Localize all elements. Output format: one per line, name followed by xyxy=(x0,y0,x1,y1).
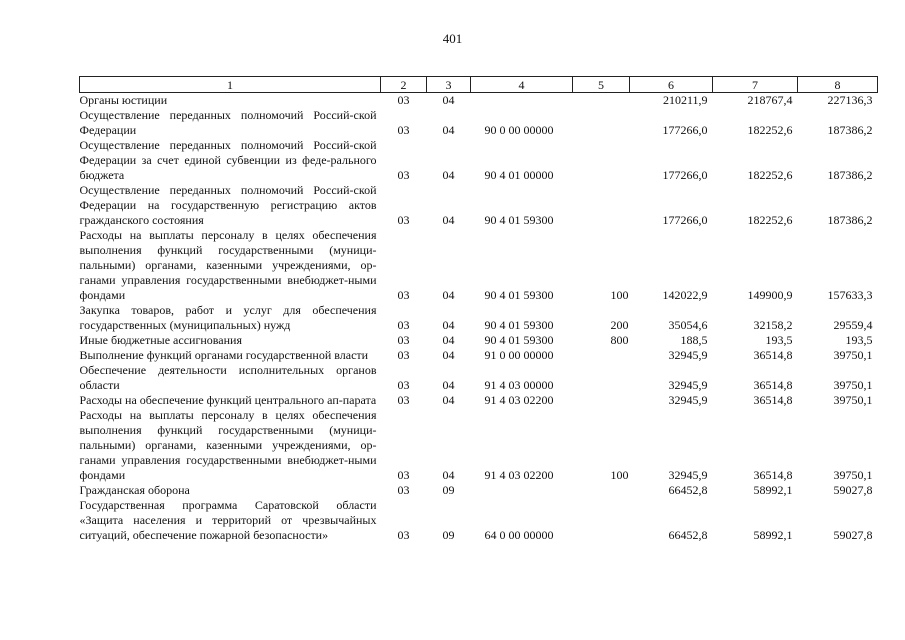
row-expense-type xyxy=(573,108,630,138)
row-expense-type: 100 xyxy=(610,288,629,302)
row-name: Осуществление переданных полномочий Россий-ской Федерации xyxy=(79,108,377,137)
row-amount-3: 39750,1 xyxy=(833,378,873,392)
row-name: Обеспечение деятельности исполнительных органов области xyxy=(79,363,377,392)
table-row xyxy=(80,348,878,363)
table-row xyxy=(80,183,878,228)
row-expense-type xyxy=(573,138,630,183)
row-amount-3: 59027,8 xyxy=(833,528,873,542)
budget-table xyxy=(79,76,878,543)
row-name: Расходы на выплаты персоналу в целях обеспечения выполнения функций государственными (муници-пальными) органами, казенными учреждениями, ор-ганами управления государственными внебюджет-ными фондами xyxy=(79,408,377,482)
row-name: Государственная программа Саратовской области «Защита населения и территорий от чрезвычайных ситуаций, обеспечение пожарной безопасности» xyxy=(79,498,377,542)
row-amount-1: 177266,0 xyxy=(662,213,708,227)
row-name: Расходы на выплаты персоналу в целях обеспечения выполнения функций государственными (муници-пальными) органами, казенными учреждениями, ор-ганами управления государственными внебюджет-ными фондами xyxy=(79,228,377,302)
row-amount-2: 36514,8 xyxy=(753,393,793,407)
col-header-6: 6 xyxy=(630,77,713,93)
row-section: 03 xyxy=(397,393,410,407)
row-amount-1: 66452,8 xyxy=(668,483,708,497)
row-amount-2: 182252,6 xyxy=(747,123,793,137)
row-amount-2: 182252,6 xyxy=(747,168,793,182)
row-subsection: 04 xyxy=(442,333,455,347)
row-expense-type xyxy=(573,93,630,109)
row-expense-type xyxy=(573,183,630,228)
row-section: 03 xyxy=(397,213,410,227)
row-expense-type xyxy=(573,363,630,393)
row-target-article: 91 4 03 02200 xyxy=(484,468,554,482)
row-subsection: 09 xyxy=(442,483,455,497)
col-header-4: 4 xyxy=(471,77,573,93)
row-amount-1: 142022,9 xyxy=(662,288,708,302)
row-subsection: 04 xyxy=(442,213,455,227)
row-name: Закупка товаров, работ и услуг для обеспечения государственных (муниципальных) нужд xyxy=(79,303,377,332)
table-row xyxy=(80,363,878,393)
table-row xyxy=(80,408,878,483)
row-subsection: 04 xyxy=(442,93,455,107)
col-header-2: 2 xyxy=(381,77,427,93)
table-row xyxy=(80,108,878,138)
row-amount-2: 32158,2 xyxy=(753,318,793,332)
row-subsection: 04 xyxy=(442,468,455,482)
page-number: 401 xyxy=(442,31,463,46)
row-section: 03 xyxy=(397,528,410,542)
col-header-3: 3 xyxy=(427,77,471,93)
row-name: Осуществление переданных полномочий Россий-ской Федерации за счет единой субвенции из феде-рального бюджета xyxy=(79,138,377,182)
table-row xyxy=(80,228,878,303)
row-expense-type: 800 xyxy=(610,333,629,347)
row-section: 03 xyxy=(397,468,410,482)
col-header-8: 8 xyxy=(798,77,878,93)
row-subsection: 04 xyxy=(442,288,455,302)
row-amount-1: 177266,0 xyxy=(662,123,708,137)
row-amount-2: 36514,8 xyxy=(753,378,793,392)
row-amount-3: 39750,1 xyxy=(833,393,873,407)
row-amount-3: 39750,1 xyxy=(833,468,873,482)
row-target-article xyxy=(471,483,573,498)
row-amount-2: 193,5 xyxy=(765,333,793,347)
table-row xyxy=(80,483,878,498)
row-name: Иные бюджетные ассигнования xyxy=(79,333,242,347)
row-amount-3: 157633,3 xyxy=(827,288,873,302)
row-amount-3: 187386,2 xyxy=(827,168,873,182)
row-amount-2: 182252,6 xyxy=(747,213,793,227)
row-target-article: 90 4 01 59300 xyxy=(484,333,554,347)
row-amount-3: 29559,4 xyxy=(833,318,873,332)
row-target-article: 91 4 03 00000 xyxy=(484,378,554,392)
row-subsection: 04 xyxy=(442,393,455,407)
row-expense-type xyxy=(573,498,630,543)
col-header-1: 1 xyxy=(80,77,381,93)
row-subsection: 04 xyxy=(442,378,455,392)
row-amount-1: 32945,9 xyxy=(668,468,708,482)
row-target-article: 90 0 00 00000 xyxy=(484,123,554,137)
row-expense-type xyxy=(573,348,630,363)
row-subsection: 04 xyxy=(442,168,455,182)
header-row xyxy=(80,77,878,93)
row-subsection: 09 xyxy=(442,528,455,542)
col-header-7: 7 xyxy=(713,77,798,93)
row-section: 03 xyxy=(397,288,410,302)
row-expense-type xyxy=(573,393,630,408)
col-header-5: 5 xyxy=(573,77,630,93)
row-amount-2: 218767,4 xyxy=(747,93,793,107)
row-subsection: 04 xyxy=(442,348,455,362)
row-name: Органы юстиции xyxy=(79,93,168,107)
row-section: 03 xyxy=(397,168,410,182)
row-name: Выполнение функций органами государственной власти xyxy=(79,348,369,362)
row-target-article: 64 0 00 00000 xyxy=(484,528,554,542)
row-amount-2: 36514,8 xyxy=(753,468,793,482)
row-name: Осуществление переданных полномочий Россий-ской Федерации на государственную регистрацию актов гражданского состояния xyxy=(79,183,377,227)
row-section: 03 xyxy=(397,123,410,137)
table-row xyxy=(80,138,878,183)
table-row xyxy=(80,303,878,333)
row-amount-1: 35054,6 xyxy=(668,318,708,332)
row-target-article: 91 4 03 02200 xyxy=(484,393,554,407)
row-amount-1: 188,5 xyxy=(680,333,708,347)
row-expense-type: 200 xyxy=(610,318,629,332)
row-subsection: 04 xyxy=(442,123,455,137)
row-amount-3: 193,5 xyxy=(845,333,873,347)
row-amount-1: 210211,9 xyxy=(662,93,708,107)
row-subsection: 04 xyxy=(442,318,455,332)
row-amount-3: 187386,2 xyxy=(827,123,873,137)
table-row xyxy=(80,393,878,408)
row-amount-1: 177266,0 xyxy=(662,168,708,182)
row-amount-1: 32945,9 xyxy=(668,378,708,392)
row-amount-2: 149900,9 xyxy=(747,288,793,302)
row-section: 03 xyxy=(397,483,410,497)
row-section: 03 xyxy=(397,318,410,332)
row-name: Расходы на обеспечение функций центрального ап-парата xyxy=(79,393,377,407)
row-target-article: 90 4 01 59300 xyxy=(484,318,554,332)
table-row xyxy=(80,333,878,348)
row-target-article xyxy=(471,93,573,109)
row-amount-3: 227136,3 xyxy=(827,93,873,107)
row-amount-1: 32945,9 xyxy=(668,393,708,407)
row-target-article: 90 4 01 59300 xyxy=(484,288,554,302)
row-amount-2: 58992,1 xyxy=(753,483,793,497)
row-amount-1: 32945,9 xyxy=(668,348,708,362)
row-amount-1: 66452,8 xyxy=(668,528,708,542)
row-amount-3: 39750,1 xyxy=(833,348,873,362)
row-amount-3: 59027,8 xyxy=(833,483,873,497)
row-expense-type xyxy=(573,483,630,498)
row-target-article: 90 4 01 00000 xyxy=(484,168,554,182)
row-section: 03 xyxy=(397,93,410,107)
table-row xyxy=(80,93,878,109)
row-expense-type: 100 xyxy=(610,468,629,482)
table-row xyxy=(80,498,878,543)
row-name: Гражданская оборона xyxy=(79,483,190,497)
row-section: 03 xyxy=(397,333,410,347)
row-target-article: 90 4 01 59300 xyxy=(484,213,554,227)
row-target-article: 91 0 00 00000 xyxy=(484,348,554,362)
row-section: 03 xyxy=(397,348,410,362)
row-amount-2: 36514,8 xyxy=(753,348,793,362)
row-amount-3: 187386,2 xyxy=(827,213,873,227)
row-section: 03 xyxy=(397,378,410,392)
row-amount-2: 58992,1 xyxy=(753,528,793,542)
